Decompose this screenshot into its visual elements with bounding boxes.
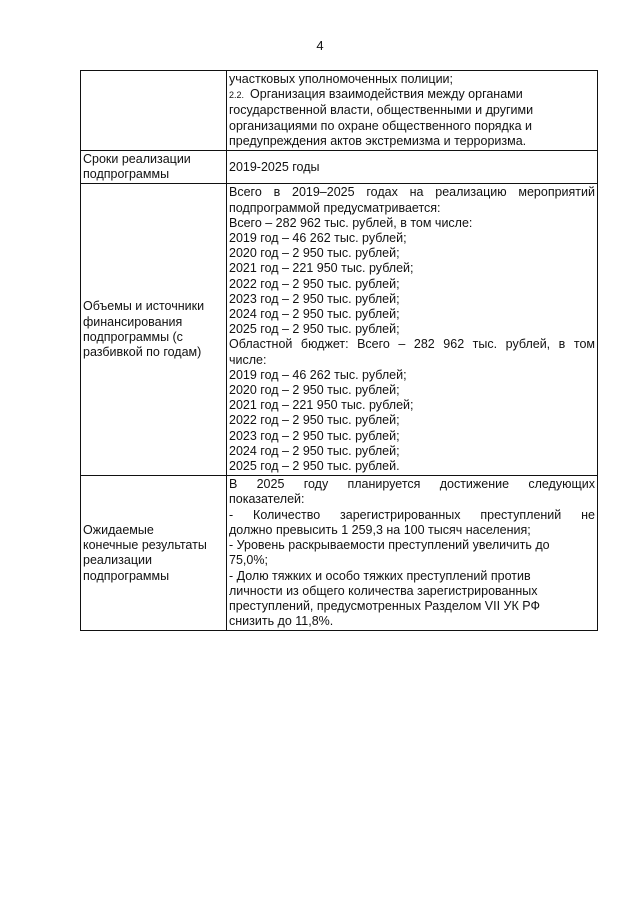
regional-year: 2020 год – 2 950 тыс. рублей; xyxy=(229,383,400,398)
terms-label-line: подпрограммы xyxy=(83,167,170,182)
subprogram-passport-table xyxy=(80,70,598,631)
results-value-cell xyxy=(227,476,598,631)
result-line: 75,0%; xyxy=(229,553,268,568)
table-row-tasks xyxy=(81,71,598,151)
task-text: Организация взаимодействия между органами xyxy=(250,87,523,102)
regional-year: 2023 год – 2 950 тыс. рублей; xyxy=(229,428,400,443)
regional-year: 2022 год – 2 950 тыс. рублей; xyxy=(229,413,400,428)
task-line: участковых уполномоченных полиции; xyxy=(229,72,454,86)
result-line: должно превысить 1 259,3 на 100 тысяч населения; xyxy=(229,522,531,537)
funding-total: Всего – 282 962 тыс. рублей, в том числе: xyxy=(229,215,473,230)
result-line: преступлений, предусмотренных Разделом VII УК РФ xyxy=(229,598,540,613)
task-line: государственной власти, общественными и другими xyxy=(229,103,534,118)
funding-value-cell xyxy=(227,184,598,476)
regional-year: 2019 год – 46 262 тыс. рублей; xyxy=(229,367,407,382)
regional-budget-line: Областной бюджет: Всего – 282 962 тыс. рублей, в том xyxy=(229,337,595,352)
regional-year: 2024 год – 2 950 тыс. рублей; xyxy=(229,443,400,458)
tasks-value-cell xyxy=(227,71,598,151)
result-line: - Долю тяжких и особо тяжких преступлений против xyxy=(229,568,531,583)
result-line: снизить до 11,8%. xyxy=(229,614,334,629)
funding-label-line: разбивкой по годам) xyxy=(83,345,202,360)
funding-intro-line: Всего в 2019–2025 годах на реализацию мероприятий xyxy=(229,185,595,200)
results-label-cell xyxy=(81,476,227,631)
result-line: показателей: xyxy=(229,492,305,507)
table-row-funding xyxy=(81,184,598,476)
terms-value-cell xyxy=(227,151,598,184)
funding-label-line: подпрограммы (с xyxy=(83,329,183,344)
results-label-line: реализации xyxy=(83,553,152,568)
result-line: - Количество зарегистрированных преступлений не xyxy=(229,507,595,522)
regional-year: 2025 год – 2 950 тыс. рублей. xyxy=(229,459,400,474)
tasks-label-cell xyxy=(81,71,227,151)
funding-year: 2022 год – 2 950 тыс. рублей; xyxy=(229,276,400,291)
terms-label-line: Сроки реализации xyxy=(83,152,191,167)
funding-label-line: Объемы и источники xyxy=(83,299,205,314)
regional-budget-line: числе: xyxy=(229,352,267,367)
result-line: личности из общего количества зарегистрированных xyxy=(229,583,538,598)
funding-label-cell xyxy=(81,184,227,476)
terms-value: 2019-2025 годы xyxy=(229,159,320,174)
funding-label-line: финансирования xyxy=(83,314,183,329)
regional-year: 2021 год – 221 950 тыс. рублей; xyxy=(229,398,414,413)
task-line: предупреждения актов экстремизма и терроризма. xyxy=(229,133,527,148)
funding-year: 2019 год – 46 262 тыс. рублей; xyxy=(229,231,407,246)
task-line xyxy=(229,87,595,103)
item-number: 2.2. xyxy=(229,90,245,101)
task-line: организациями по охране общественного порядка и xyxy=(229,118,533,133)
results-label-line: конечные результаты xyxy=(83,538,207,553)
table-row-results xyxy=(81,476,598,631)
funding-year: 2020 год – 2 950 тыс. рублей; xyxy=(229,246,400,261)
funding-year: 2025 год – 2 950 тыс. рублей; xyxy=(229,322,400,337)
results-label-line: Ожидаемые xyxy=(83,522,154,537)
terms-label-cell xyxy=(81,151,227,184)
funding-year: 2023 год – 2 950 тыс. рублей; xyxy=(229,291,400,306)
result-line: - Уровень раскрываемости преступлений увеличить до xyxy=(229,538,550,553)
results-label-line: подпрограммы xyxy=(83,568,170,583)
page-number: 4 xyxy=(316,38,324,53)
funding-year: 2024 год – 2 950 тыс. рублей; xyxy=(229,307,400,322)
result-line: В 2025 году планируется достижение следующих xyxy=(229,477,595,492)
funding-intro-line: подпрограммой предусматривается: xyxy=(229,200,441,215)
funding-year: 2021 год – 221 950 тыс. рублей; xyxy=(229,261,414,276)
table-row-terms xyxy=(81,151,598,184)
